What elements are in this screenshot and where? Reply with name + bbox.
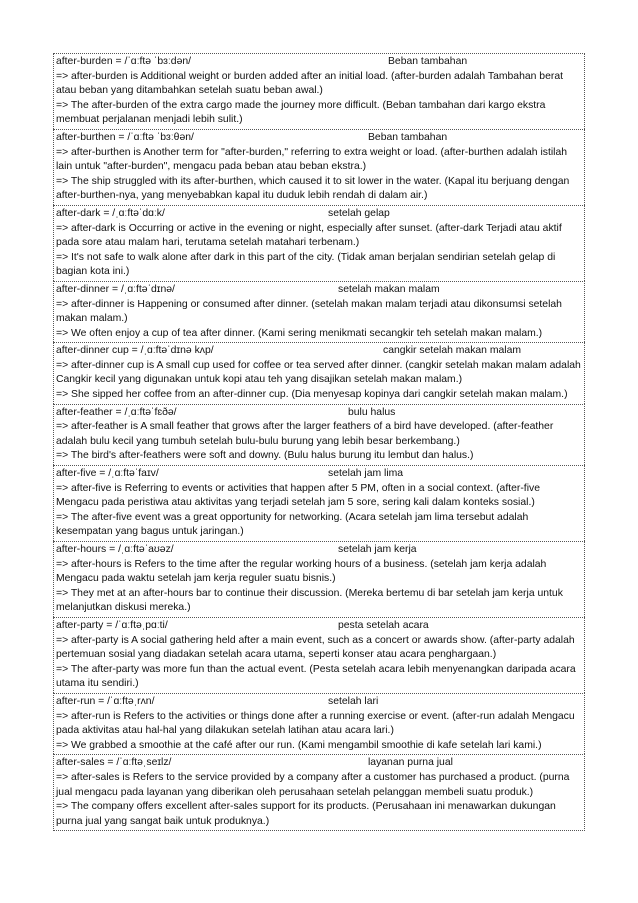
entry-heading [56, 619, 582, 634]
entry-meaning: cangkir setelah makan malam [383, 345, 522, 357]
entry-term: after-sales = /ˈɑːftəˌseɪlz/ [56, 757, 172, 769]
entry-term: after-dinner = /ˌɑːftəˈdɪnə/ [56, 283, 175, 295]
entry-example: => We often enjoy a cup of tea after dinner. (Kami sering menikmati secangkir teh setelah makan malam.) [56, 327, 543, 339]
entry-meaning: Beban tambahan [388, 56, 468, 67]
entry-meaning: pesta setelah acara [338, 619, 429, 631]
glossary-entry [53, 281, 585, 342]
entry-example: => The bird's after-feathers were soft and downy. (Bulu halus burung itu lembut dan halus.) [56, 450, 474, 462]
entry-definition: => after-sales is Refers to the service provided by a company after a customer has purchased a product. (purna jual mengacu pada layanan yang diberikan oleh perusahaan setelah pelanggan membeli suatu produk.) [56, 771, 570, 798]
entry-term: after-burthen = /ˈɑːftə ˈbɜːθən/ [56, 131, 194, 143]
entry-heading [56, 406, 582, 421]
entry-example: => She sipped her coffee from an after-dinner cup. (Dia menyesap kopinya dari cangkir setelah makan malam.) [56, 389, 568, 401]
entry-example: => They met at an after-hours bar to continue their discussion. (Mereka bertemu di bar setelah jam kerja untuk melanjutkan diskusi mereka.) [56, 587, 563, 614]
entry-example: => It's not safe to walk alone after dark in this part of the city. (Tidak aman berjalan sendirian setelah gelap di bagian kota ini.) [56, 251, 556, 278]
entry-definition: => after-dark is Occurring or active in the evening or night, especially after sunset. (after-dark Terjadi atau aktif pada sore atau malam hari, terutama setelah matahari terbenam.) [56, 222, 562, 249]
entry-definition: => after-burthen is Another term for "after-burden," referring to extra weight or load. (after-burthen adalah istilah lain untuk "after-burden", mengacu pada beban atau beban ekstra.) [56, 146, 568, 173]
glossary-entry [53, 617, 585, 693]
glossary-page [53, 53, 585, 831]
entry-heading [56, 207, 582, 222]
entry-heading [56, 344, 582, 359]
entry-term: after-dark = /ˌɑːftəˈdɑːk/ [56, 207, 165, 219]
entry-term: after-run = /ˈɑːftəˌrʌn/ [56, 695, 155, 707]
entry-definition: => after-hours is Refers to the time after the regular working hours of a business. (setelah jam kerja adalah Mengacu pada waktu setelah jam kerja reguler suatu bisnis.) [56, 558, 547, 585]
entry-heading [56, 283, 582, 298]
glossary-entry [53, 404, 585, 465]
entry-heading [56, 131, 582, 146]
entry-heading [56, 543, 582, 558]
entry-meaning: setelah jam lima [328, 468, 404, 480]
entry-definition: => after-run is Refers to the activities or things done after a running exercise or event. (after-run adalah Mengacu pada aktivitas atau hal-hal yang dilakukan setelah latihan atau acara lari.) [56, 710, 575, 737]
entry-example: => The ship struggled with its after-burthen, which caused it to sit lower in the water. (Kapal itu berjuang dengan after-burthen-nya, yang menyebabkan kapal itu duduk lebih rendah di dalam air.) [56, 175, 570, 202]
entry-meaning: setelah gelap [328, 207, 390, 219]
entry-definition: => after-five is Referring to events or activities that happen after 5 PM, often in a social context. (after-five Mengacu pada peristiwa atau aktivitas yang terjadi setelah jam 5 sore, sering kali dalam konteks sosial.) [56, 482, 540, 509]
entry-definition: => after-burden is Additional weight or burden added after an initial load. (after-burden adalah Tambahan berat atau beban yang ditambahkan setelah suatu beban awal.) [56, 70, 563, 97]
glossary-entry [53, 754, 585, 831]
glossary-entry [53, 693, 585, 754]
glossary-entry [53, 53, 585, 129]
entry-meaning: layanan purna jual [368, 757, 453, 769]
entry-heading [56, 467, 582, 482]
entry-example: => The company offers excellent after-sales support for its products. (Perusahaan ini menawarkan dukungan purna jual yang sangat baik untuk produknya.) [56, 801, 556, 827]
entry-term: after-hours = /ˌɑːftəˈaʊəz/ [56, 544, 174, 555]
entry-term: after-five = /ˌɑːftəˈfaɪv/ [56, 468, 159, 480]
entry-term: after-party = /ˈɑːftəˌpɑːti/ [56, 619, 168, 631]
entry-definition: => after-party is A social gathering held after a main event, such as a concert or awards show. (after-party adalah pertemuan sosial yang diadakan setelah acara utama, seperti konser atau acara penghargaan.) [56, 634, 575, 661]
glossary-entry [53, 205, 585, 281]
entry-meaning: Beban tambahan [368, 131, 448, 143]
glossary-entry [53, 129, 585, 205]
entry-example: => The after-five event was a great opportunity for networking. (Acara setelah jam lima tersebut adalah kesempatan yang bagus untuk jaringan.) [56, 511, 529, 538]
entry-definition: => after-dinner cup is A small cup used for coffee or tea served after dinner. (cangkir setelah makan malam adalah Cangkir kecil yang digunakan untuk kopi atau teh yang disajikan setelah makan malam.) [56, 359, 581, 386]
entry-example: => The after-burden of the extra cargo made the journey more difficult. (Beban tambahan dari kargo ekstra membuat perjalanan menjadi lebih sulit.) [56, 99, 546, 126]
entry-definition: => after-dinner is Happening or consumed after dinner. (setelah makan malam terjadi atau dikonsumsi setelah makan malam.) [56, 298, 562, 325]
entry-term: after-burden = /ˈɑːftə ˈbɜːdən/ [56, 56, 192, 67]
entry-example: => We grabbed a smoothie at the café after our run. (Kami mengambil smoothie di kafe setelah lari kami.) [56, 739, 542, 751]
entry-meaning: setelah makan malam [338, 283, 440, 295]
entry-heading [56, 695, 582, 710]
entry-heading [56, 55, 582, 70]
entry-meaning: setelah jam kerja [338, 544, 417, 555]
entry-meaning: bulu halus [348, 406, 396, 418]
glossary-entry [53, 465, 585, 541]
entry-heading [56, 756, 582, 771]
entry-term: after-feather = /ˌɑːftəˈfɛðə/ [56, 406, 177, 418]
entry-definition: => after-feather is A small feather that grows after the larger feathers of a bird have developed. (after-feather adalah bulu kecil yang tumbuh setelah bulu-bulu burung yang lebih besar berkembang.) [56, 421, 554, 447]
entry-meaning: setelah lari [328, 695, 379, 707]
glossary-entry [53, 342, 585, 403]
entry-term: after-dinner cup = /ˌɑːftəˈdɪnə kʌp/ [56, 345, 214, 357]
glossary-entry [53, 541, 585, 617]
entry-example: => The after-party was more fun than the actual event. (Pesta setelah acara lebih menyenangkan daripada acara utama itu sendiri.) [56, 663, 576, 690]
